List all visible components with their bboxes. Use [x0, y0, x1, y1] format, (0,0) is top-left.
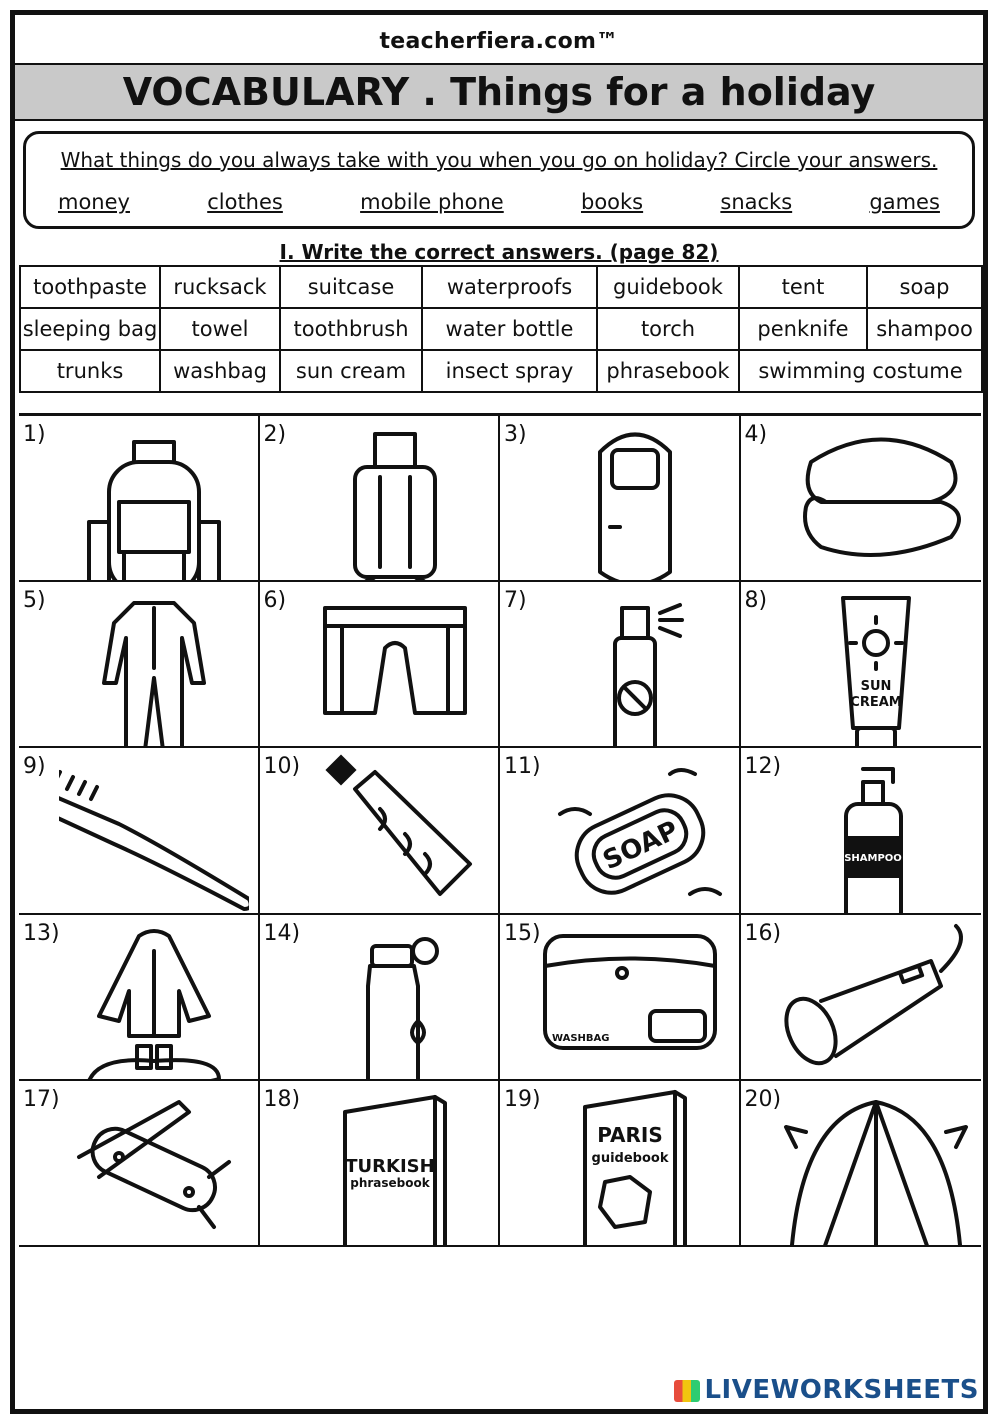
picture-cell[interactable] — [741, 915, 982, 1081]
picture-cell[interactable] — [500, 748, 741, 914]
picture-cell[interactable] — [500, 1081, 741, 1247]
word-bank-row — [20, 308, 982, 350]
site-name: teacherfiera.com™ — [379, 29, 619, 54]
picture-cell[interactable] — [260, 748, 501, 914]
item-number: 12) — [744, 754, 782, 780]
word-cell: toothbrush — [280, 308, 422, 350]
toothpaste-icon — [300, 754, 490, 914]
svg-text:CREAM: CREAM — [849, 695, 902, 711]
picture-cell[interactable] — [741, 416, 982, 582]
svg-text:SHAMPOO: SHAMPOO — [843, 853, 902, 865]
picture-cell[interactable] — [19, 416, 260, 582]
picture-grid — [19, 413, 981, 1413]
picture-cell[interactable] — [500, 582, 741, 748]
word-cell: guidebook — [597, 266, 739, 308]
svg-text:phrasebook: phrasebook — [349, 1175, 430, 1190]
item-number: 8) — [744, 588, 768, 614]
option-mobile-phone[interactable]: mobile phone — [360, 190, 504, 214]
answer-options — [46, 190, 952, 214]
word-cell: toothpaste — [20, 266, 160, 308]
word-bank — [19, 265, 983, 393]
svg-text:WASHBAG: WASHBAG — [552, 1032, 610, 1044]
towel-icon — [781, 422, 971, 582]
picture-cell[interactable] — [260, 582, 501, 748]
item-number: 9) — [23, 754, 46, 780]
word-cell: soap — [867, 266, 982, 308]
word-cell: suitcase — [280, 266, 422, 308]
insect-spray-icon — [540, 588, 730, 748]
word-bank-row — [20, 350, 982, 392]
washbag-icon — [540, 921, 730, 1081]
picture-cell[interactable] — [260, 915, 501, 1081]
shampoo-icon — [781, 754, 971, 914]
word-cell: water bottle — [422, 308, 597, 350]
logo-mark-icon — [674, 1380, 700, 1402]
item-number: 7) — [504, 588, 527, 614]
word-cell: tent — [739, 266, 867, 308]
water-bottle-icon — [300, 921, 490, 1081]
word-cell: torch — [597, 308, 739, 350]
word-cell: waterproofs — [422, 266, 597, 308]
word-cell: towel — [160, 308, 280, 350]
word-cell: penknife — [739, 308, 867, 350]
picture-cell[interactable] — [19, 1081, 260, 1247]
question-box — [23, 131, 975, 229]
phrasebook-icon — [300, 1087, 490, 1247]
question-prompt: What things do you always take with you when you go on holiday? Circle your answers. — [60, 148, 938, 172]
sleeping-bag-icon — [540, 422, 730, 582]
picture-cell[interactable] — [19, 915, 260, 1081]
item-number: 17) — [23, 1086, 60, 1112]
svg-text:SUN: SUN — [860, 679, 891, 695]
section-title: I. Write the correct answers. (page 82) — [279, 240, 719, 264]
word-cell: washbag — [160, 350, 280, 392]
item-number: 15) — [504, 920, 541, 946]
word-bank-row — [20, 266, 982, 308]
word-cell: insect spray — [422, 350, 597, 392]
brand-text: LIVEWORKSHEETS — [704, 1375, 979, 1405]
word-cell: phrasebook — [597, 350, 739, 392]
word-cell: rucksack — [160, 266, 280, 308]
word-cell: trunks — [20, 350, 160, 392]
tent-icon — [781, 1087, 971, 1247]
item-number: 14) — [263, 920, 301, 946]
svg-text:SOAP: SOAP — [598, 815, 684, 877]
penknife-icon — [59, 1087, 249, 1247]
item-number: 18) — [263, 1086, 301, 1112]
picture-cell[interactable] — [741, 582, 982, 748]
word-cell: sun cream — [280, 350, 422, 392]
option-games[interactable]: games — [869, 190, 940, 214]
picture-cell[interactable] — [19, 582, 260, 748]
word-cell: sleeping bag — [20, 308, 160, 350]
trunks-icon — [300, 588, 490, 748]
item-number: 5) — [23, 588, 46, 614]
item-number: 19) — [504, 1086, 541, 1112]
picture-cell[interactable] — [500, 416, 741, 582]
guidebook-icon — [540, 1087, 730, 1247]
liveworksheets-logo — [674, 1375, 979, 1405]
torch-icon — [781, 921, 971, 1081]
svg-text:TURKISH: TURKISH — [344, 1155, 435, 1177]
worksheet-page — [10, 10, 988, 1414]
swimming-costume-icon — [59, 588, 249, 748]
item-number: 4) — [744, 422, 768, 447]
option-money[interactable]: money — [58, 190, 130, 214]
item-number: 6) — [263, 588, 287, 614]
word-cell: swimming costume — [739, 350, 982, 392]
picture-cell[interactable] — [260, 1081, 501, 1247]
svg-text:PARIS: PARIS — [597, 1122, 663, 1147]
option-clothes[interactable]: clothes — [207, 190, 283, 214]
option-snacks[interactable]: snacks — [720, 190, 793, 214]
item-number: 1) — [23, 422, 46, 447]
picture-cell[interactable] — [741, 1081, 982, 1247]
soap-icon — [540, 754, 730, 914]
picture-cell[interactable] — [741, 748, 982, 914]
toothbrush-icon — [59, 754, 249, 914]
svg-text:guidebook: guidebook — [591, 1150, 669, 1166]
option-books[interactable]: books — [580, 190, 644, 214]
item-number: 3) — [504, 422, 527, 447]
sun-cream-icon — [781, 588, 971, 748]
item-number: 2) — [263, 422, 287, 447]
suitcase-icon — [300, 422, 490, 582]
item-number: 13) — [23, 920, 60, 946]
page-title: VOCABULARY . Things for a holiday — [15, 63, 983, 121]
picture-cell[interactable] — [260, 416, 501, 582]
item-number: 11) — [504, 754, 541, 780]
item-number: 16) — [744, 920, 782, 946]
picture-cell[interactable] — [500, 915, 741, 1081]
rucksack-icon — [59, 422, 249, 582]
waterproofs-icon — [59, 921, 249, 1081]
item-number: 20) — [744, 1086, 782, 1112]
picture-cell[interactable] — [19, 748, 260, 914]
word-cell: shampoo — [867, 308, 982, 350]
item-number: 10) — [263, 754, 301, 780]
